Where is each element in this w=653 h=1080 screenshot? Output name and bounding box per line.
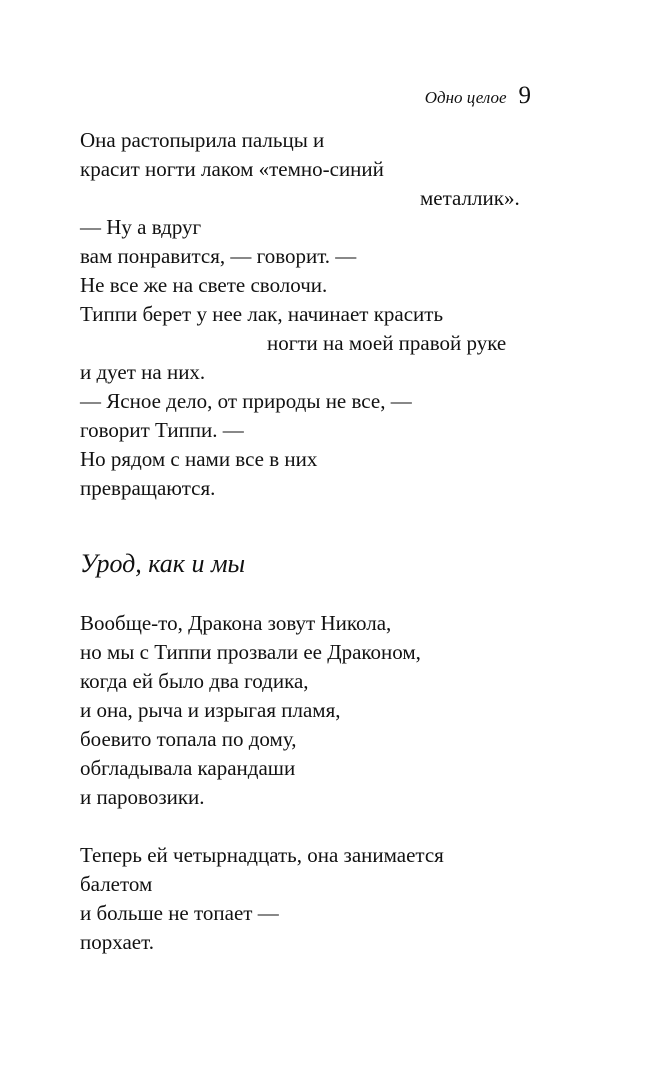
poem-line: боевито топала по дому, — [80, 727, 297, 751]
running-head — [425, 82, 531, 110]
poem-line: балетом — [80, 872, 153, 896]
poem-line: превращаются. — [80, 476, 216, 500]
poem-stanza-2 — [80, 841, 540, 957]
poem-line: Она растопырила пальцы и — [80, 128, 325, 152]
poem-line: и больше не топает — — [80, 901, 279, 925]
poem-line: ногти на моей правой руке — [267, 331, 507, 355]
poem-line: обгладывала карандаши — [80, 756, 296, 780]
poem-line: порхает. — [80, 930, 154, 954]
running-head-title: Одно целое — [424, 88, 507, 107]
poem-line: — Ну а вдруг — [80, 215, 202, 239]
poem-line: но мы с Типпи прозвали ее Драконом, — [80, 640, 421, 664]
poem-line: говорит Типпи. — — [80, 418, 244, 442]
poem-line: Не все же на свете сволочи. — [80, 273, 328, 297]
poem-line: вам понравится, — говорит. — — [80, 244, 357, 268]
poem-line: и паровозики. — [80, 785, 205, 809]
page-number: 9 — [518, 82, 531, 109]
poem-line: металлик». — [420, 186, 520, 210]
poem-line: Вообще-то, Дракона зовут Никола, — [80, 611, 392, 635]
poem-stanza-1 — [80, 609, 540, 812]
poem-line: когда ей было два годика, — [80, 669, 309, 693]
poem-line: Типпи берет у нее лак, начинает красить — [80, 302, 444, 326]
poem-line: и она, рыча и изрыгая пламя, — [80, 698, 341, 722]
poem-line: — Ясное дело, от природы не все, — — [80, 389, 412, 413]
poem-line: и дует на них. — [80, 360, 206, 384]
poem-part-1 — [80, 126, 540, 503]
poem-line: красит ногти лаком «темно-синий — [80, 157, 384, 181]
section-title: Урод, как и мы — [80, 549, 246, 578]
poem-line: Теперь ей четырнадцать, она занимается — [80, 843, 444, 867]
poem-line: Но рядом с нами все в них — [80, 447, 318, 471]
